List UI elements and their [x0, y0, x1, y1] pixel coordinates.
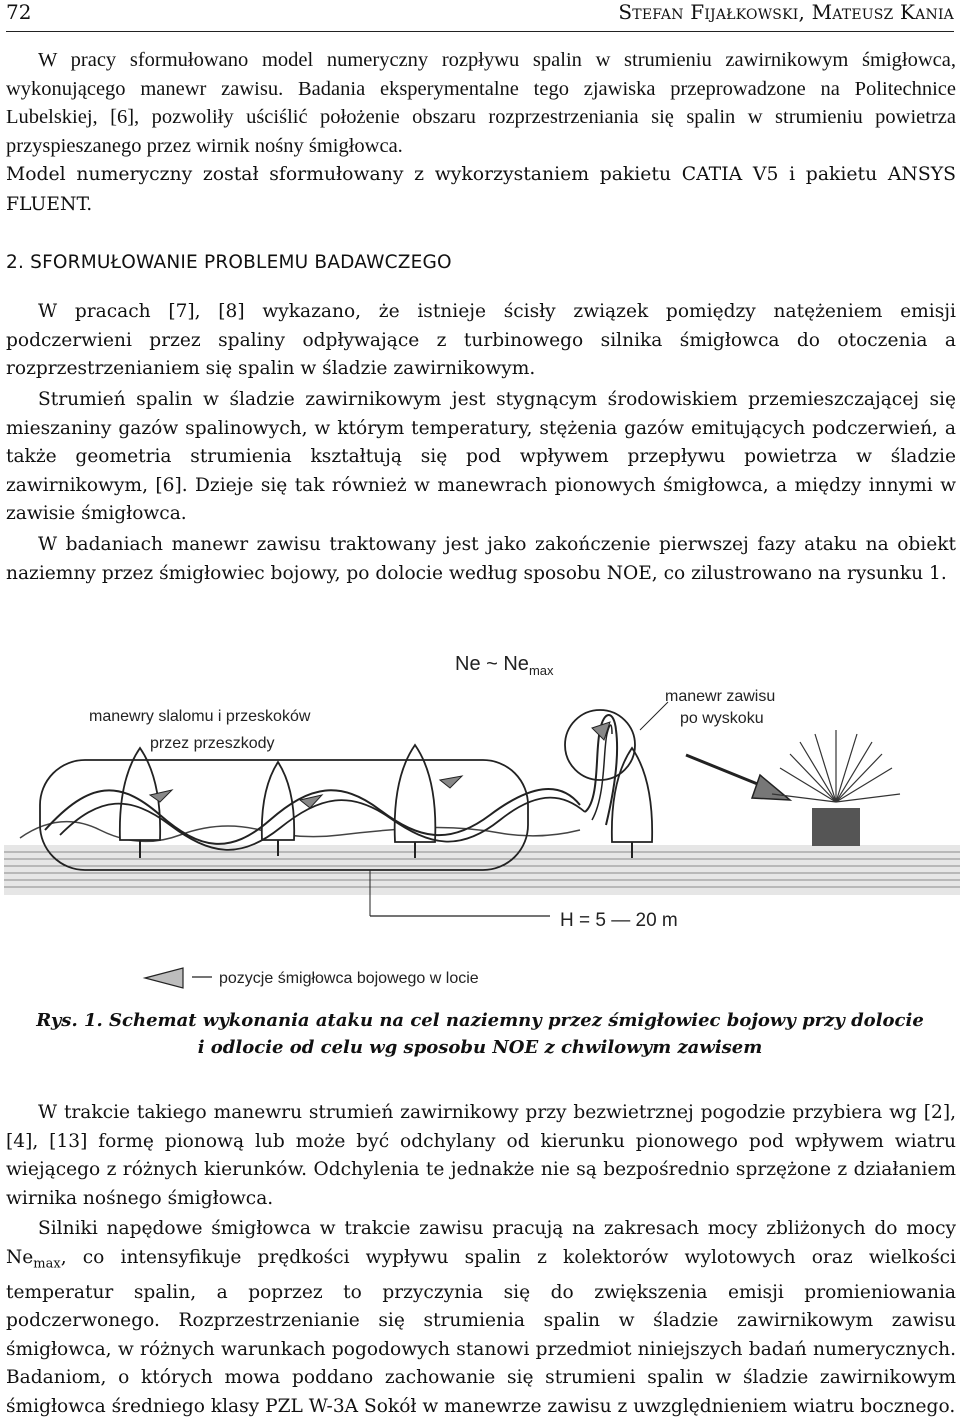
- paragraph-1: W pracach [7], [8] wykazano, że istnieje ścisły związek pomiędzy natężeniem emisji podczerwieni przez spaliny odpływające z turbinowego silnika śmigłowca do otoczenia a rozprzestrzenianiem się spalin w śladzie zawirnikowym.: [6, 301, 956, 379]
- attack-arrow-head: [752, 775, 790, 800]
- target-block: [812, 808, 860, 846]
- legend-label: pozycje śmigłowca bojowego w locie: [219, 970, 479, 987]
- hover-zone-circle: [565, 710, 635, 780]
- slalom-label-line2: przez przeszkody: [150, 735, 275, 752]
- figure-caption: [0, 1007, 960, 1061]
- section-heading: 2. SFORMUŁOWANIE PROBLEMU BADAWCZEGO: [6, 252, 452, 273]
- paragraph-5-end: , co intensyfikuje prędkości wypływu spalin z kolektorów wylotowych oraz wielkości temperatur spalin, a poprzez to przyczynia się do zwiększenia emisji promieniowania podczerwonego. Rozprzestrzenianie się strumienia spalin w śladzie zawirnikowym zawisu śmigłowca, w różnych warunkach pogodowych stanowi przedmiot niniejszych badań numerycznych. Badaniom, o których mowa poddano zachowanie się strumieni spalin w śladzie zawirnikowym śmigłowca średniego klasy PZL W-3A Sokół w manewrze zawisu z uwzględnieniem wiatru bocznego.: [6, 1246, 956, 1417]
- terrain-line: [20, 822, 580, 842]
- running-header: [6, 0, 954, 26]
- paragraph-3: W badaniach manewr zawisu traktowany jest jako zakończenie pierwszej fazy ataku na obiekt naziemny przez śmigłowiec bojowy, po dolocie według sposobu NOE, co zilustrowano na rysunku 1.: [6, 534, 956, 584]
- helicopter-position-marker: [440, 776, 462, 788]
- hover-label-line2: po wyskoku: [680, 710, 764, 727]
- helicopter-position-marker: [592, 722, 610, 740]
- caption-line-2: i odlocie od celu wg sposobu NOE z chwilowym zawisem: [197, 1037, 763, 1058]
- header-rule: [6, 31, 954, 32]
- intro-paragraph: [6, 46, 956, 219]
- attack-arrow-shaft: [686, 755, 760, 785]
- paragraph-5-start: Silniki napędowe śmigłowca w trakcie zawisu pracują na zakresach mocy zbliżonych do mocy Ne: [6, 1218, 956, 1268]
- intro-text-part2: Model numeryczny został sformułowany z wykorzystaniem pakietu CATIA V5 i pakietu ANSYS FLUENT.: [6, 164, 956, 215]
- hover-label-line1: manewr zawisu: [665, 688, 776, 705]
- running-header-authors: Stefan Fijałkowski, Mateusz Kania: [618, 0, 954, 24]
- caption-line-1: Rys. 1. Schemat wykonania ataku na cel naziemny przez śmigłowiec bojowy przy dolocie: [36, 1010, 924, 1031]
- paragraph-5: [6, 1215, 956, 1421]
- paragraph-2: Strumień spalin w śladzie zawirnikowym jest stygnącym środowiskiem przemieszczającej się mieszaniny gazów spalinowych, w którym temperatury, stężenia gazów emitujących podczerwień, a także geometria strumienia kształtują się pod wpływem przepływu powietrza w śladzie zawirnikowym, [6]. Dzieje się tak również w manewrach pionowych śmigłowca, a między innymi w zawisie śmigłowca.: [6, 389, 956, 524]
- tree: [612, 748, 652, 858]
- paragraph-4: W trakcie takiego manewru strumień zawirnikowy przy bezwietrznej pogodzie przybiera wg [2], [4], [13] formę pionową lub może być odchylany od kierunku pionowego pod wpływem wiatru wiejącego z różnych kierunków. Odchylenia te jednakże nie są bezpośrednio sprzężone z działaniem wirnika nośnego śmigłowca.: [6, 1102, 956, 1209]
- figure-noe-attack-diagram: [0, 630, 960, 1000]
- tree: [395, 745, 436, 858]
- page-number: 72: [6, 0, 32, 24]
- target-burst-rays: [772, 730, 900, 802]
- paragraph-5-subscript: max: [33, 1256, 61, 1272]
- tree: [262, 762, 294, 856]
- engine-power-label: Ne ~ $Ne_{max}$: [455, 653, 554, 678]
- slalom-label-line1: manewry slalomu i przeskoków: [89, 708, 311, 725]
- climb-path-inner: [592, 725, 612, 820]
- height-label: H = 5 — 20 m: [560, 910, 678, 931]
- intro-text-part1: W pracy sformułowano model numeryczny rozpływu spalin w strumieniu zawirnikowym śmigłowca, wykonującego manewr zawisu. Badania eksperymentalne tego zjawiska przeprowadzone na Politechnice Lubelskiej, [6], pozwoliły uściślić położenie obszaru rozprzestrzeniania się spalin w strumieniu powietrza przyspieszanego przez wirnik nośny śmigłowca.: [6, 49, 956, 157]
- leader-line-hover: [640, 702, 668, 730]
- legend-marker-icon: [145, 968, 183, 988]
